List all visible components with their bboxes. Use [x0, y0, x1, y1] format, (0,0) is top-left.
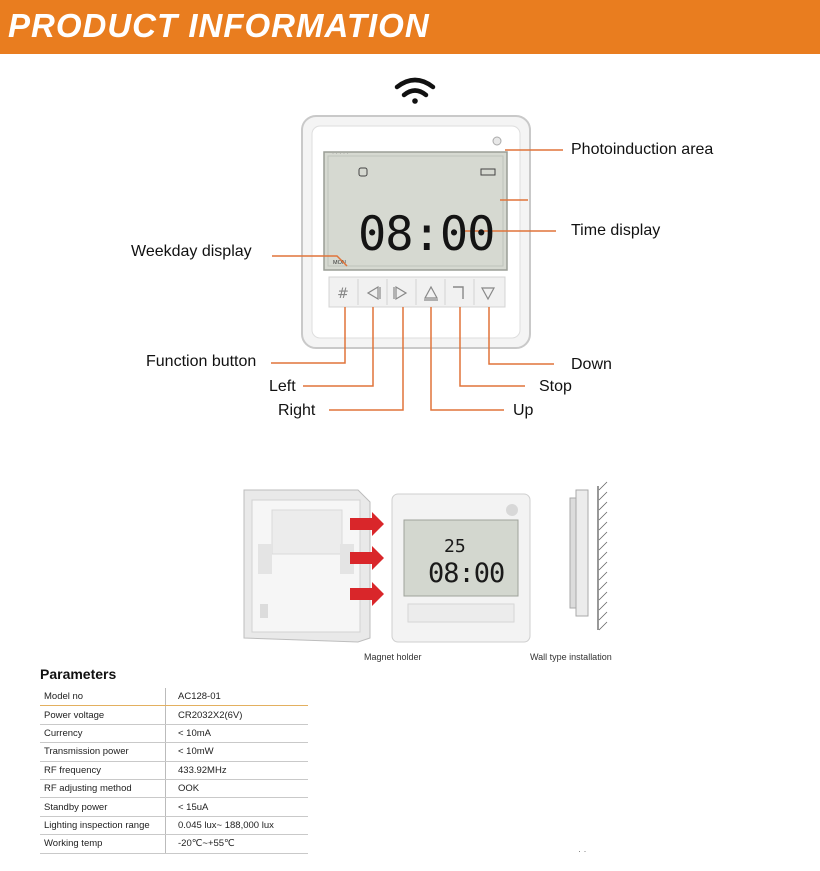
callout-photoinduction: Photoinduction area: [571, 141, 714, 158]
magnet-holder-image: [244, 490, 370, 642]
light-sensor-icon: [493, 137, 501, 145]
button-row: [329, 277, 505, 307]
param-label: Model no: [40, 688, 166, 706]
arrow-icons: [350, 512, 384, 606]
callout-up: Up: [513, 402, 534, 419]
callout-right: Right: [278, 402, 316, 419]
svg-text:#: #: [337, 286, 349, 302]
param-value: -20℃~+55℃: [166, 835, 309, 853]
callout-stop: Stop: [539, 378, 572, 395]
caption-magnet-holder: Magnet holder: [364, 652, 422, 662]
installation-images: [230, 480, 650, 670]
param-label: Working temp: [40, 835, 166, 853]
param-label: Currency: [40, 724, 166, 742]
param-value: 0.045 lux~ 188,000 lux: [166, 816, 309, 834]
param-label: Standby power: [40, 798, 166, 816]
table-row: [40, 706, 308, 724]
caption-wall-type: Wall type installation: [530, 652, 612, 662]
device-small-time: 08:00: [428, 558, 505, 589]
callout-left: Left: [269, 378, 296, 395]
table-row: [40, 761, 308, 779]
parameters-table: [40, 688, 308, 854]
param-value: AC128-01: [166, 688, 309, 706]
callout-weekday-display: Weekday display: [131, 243, 252, 260]
param-value: OOK: [166, 779, 309, 797]
page-title: PRODUCT INFORMATION: [8, 7, 430, 44]
param-label: RF adjusting method: [40, 779, 166, 797]
wall-installation-image: [570, 482, 607, 630]
param-value: < 15uA: [166, 798, 309, 816]
param-value: 433.92MHz: [166, 761, 309, 779]
device-temperature: 25: [444, 536, 466, 557]
param-label: RF frequency: [40, 761, 166, 779]
table-row: [40, 743, 308, 761]
parameters-title: Parameters: [40, 666, 117, 682]
callout-function-button: Function button: [146, 353, 257, 370]
lcd-time: 08:00: [358, 207, 495, 262]
table-row: [40, 779, 308, 797]
param-label: Transmission power: [40, 743, 166, 761]
table-row: [40, 816, 308, 834]
table-row: [40, 798, 308, 816]
param-value: < 10mA: [166, 724, 309, 742]
param-value: CR2032X2(6V): [166, 706, 309, 724]
table-row: [40, 835, 308, 853]
svg-text:MON: MON: [333, 260, 346, 266]
product-diagram: [0, 54, 820, 474]
table-row: [40, 724, 308, 742]
callout-time-display: Time display: [571, 222, 661, 239]
svg-text:· · · · ·: · · · · ·: [332, 151, 349, 157]
param-value: < 10mW: [166, 743, 309, 761]
wireless-signal-icon: [397, 80, 433, 104]
param-label: Lighting inspection range: [40, 816, 166, 834]
table-row: [40, 688, 308, 706]
param-label: Power voltage: [40, 706, 166, 724]
header-banner: [0, 0, 820, 54]
callout-down: Down: [571, 356, 612, 373]
watermark-dots: · ·: [578, 846, 587, 856]
